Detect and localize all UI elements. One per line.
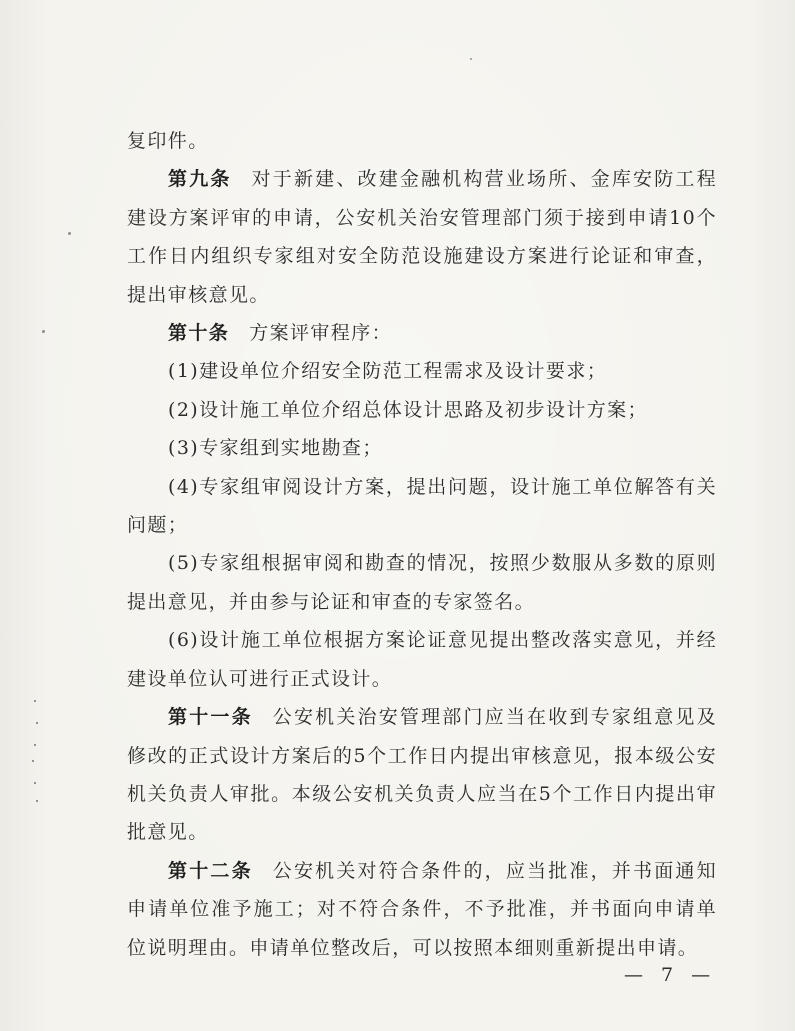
binding-marks (26, 700, 46, 810)
scan-speck (42, 330, 45, 333)
article-10-text: 方案评审程序： (249, 322, 393, 345)
article-9 (127, 160, 717, 314)
scan-speck (68, 232, 71, 235)
procedure-item-6: (6)设计施工单位根据方案论证意见提出整改落实意见，并经建设单位认可进行正式设计。 (127, 629, 717, 690)
procedure-item-2: (2)设计施工单位介绍总体设计思路及初步设计方案； (168, 398, 648, 421)
procedure-item-5: (5)专家组根据审阅和勘查的情况，按照少数服从多数的原则提出意见，并由参与论证和审查的专家签名。 (127, 552, 717, 613)
procedure-item-4: (4)专家组审阅设计方案，提出问题，设计施工单位解答有关问题； (127, 475, 717, 537)
article-12 (127, 852, 717, 967)
article-11-number: 第十一条 (168, 706, 253, 729)
article-10-number: 第十条 (168, 322, 230, 345)
article-11 (127, 698, 717, 852)
procedure-item-1: (1)建设单位介绍安全防范工程需求及设计要求； (168, 360, 608, 383)
scan-speck (470, 58, 472, 60)
article-9-number: 第九条 (168, 168, 232, 191)
document-body (127, 122, 717, 967)
article-10 (127, 314, 717, 352)
procedure-item-3: (3)专家组到实地勘查； (168, 437, 383, 460)
article-12-text: 公安机关对符合条件的，应当批准，并书面通知申请单位准予施工；对不符合条件，不予批准，并书面向申请单位说明理由。申请单位整改后，可以按照本细则重新提出申请。 (127, 859, 717, 959)
article-12-number: 第十二条 (168, 859, 253, 882)
page-number: — 7 — (624, 964, 717, 986)
article-9-text: 对于新建、改建金融机构营业场所、金库安防工程建设方案评审的申请，公安机关治安管理部门须于接到申请10个工作日内组织专家组对安全防范设施建设方案进行论证和审查，提出审核意见。 (127, 168, 717, 306)
article-11-text: 公安机关治安管理部门应当在收到专家组意见及修改的正式设计方案后的5个工作日内提出审核意见，报本级公安机关负责人审批。本级公安机关负责人应当在5个工作日内提出审批意见。 (127, 706, 717, 844)
paragraph-continuation: 复印件。 (127, 130, 209, 152)
